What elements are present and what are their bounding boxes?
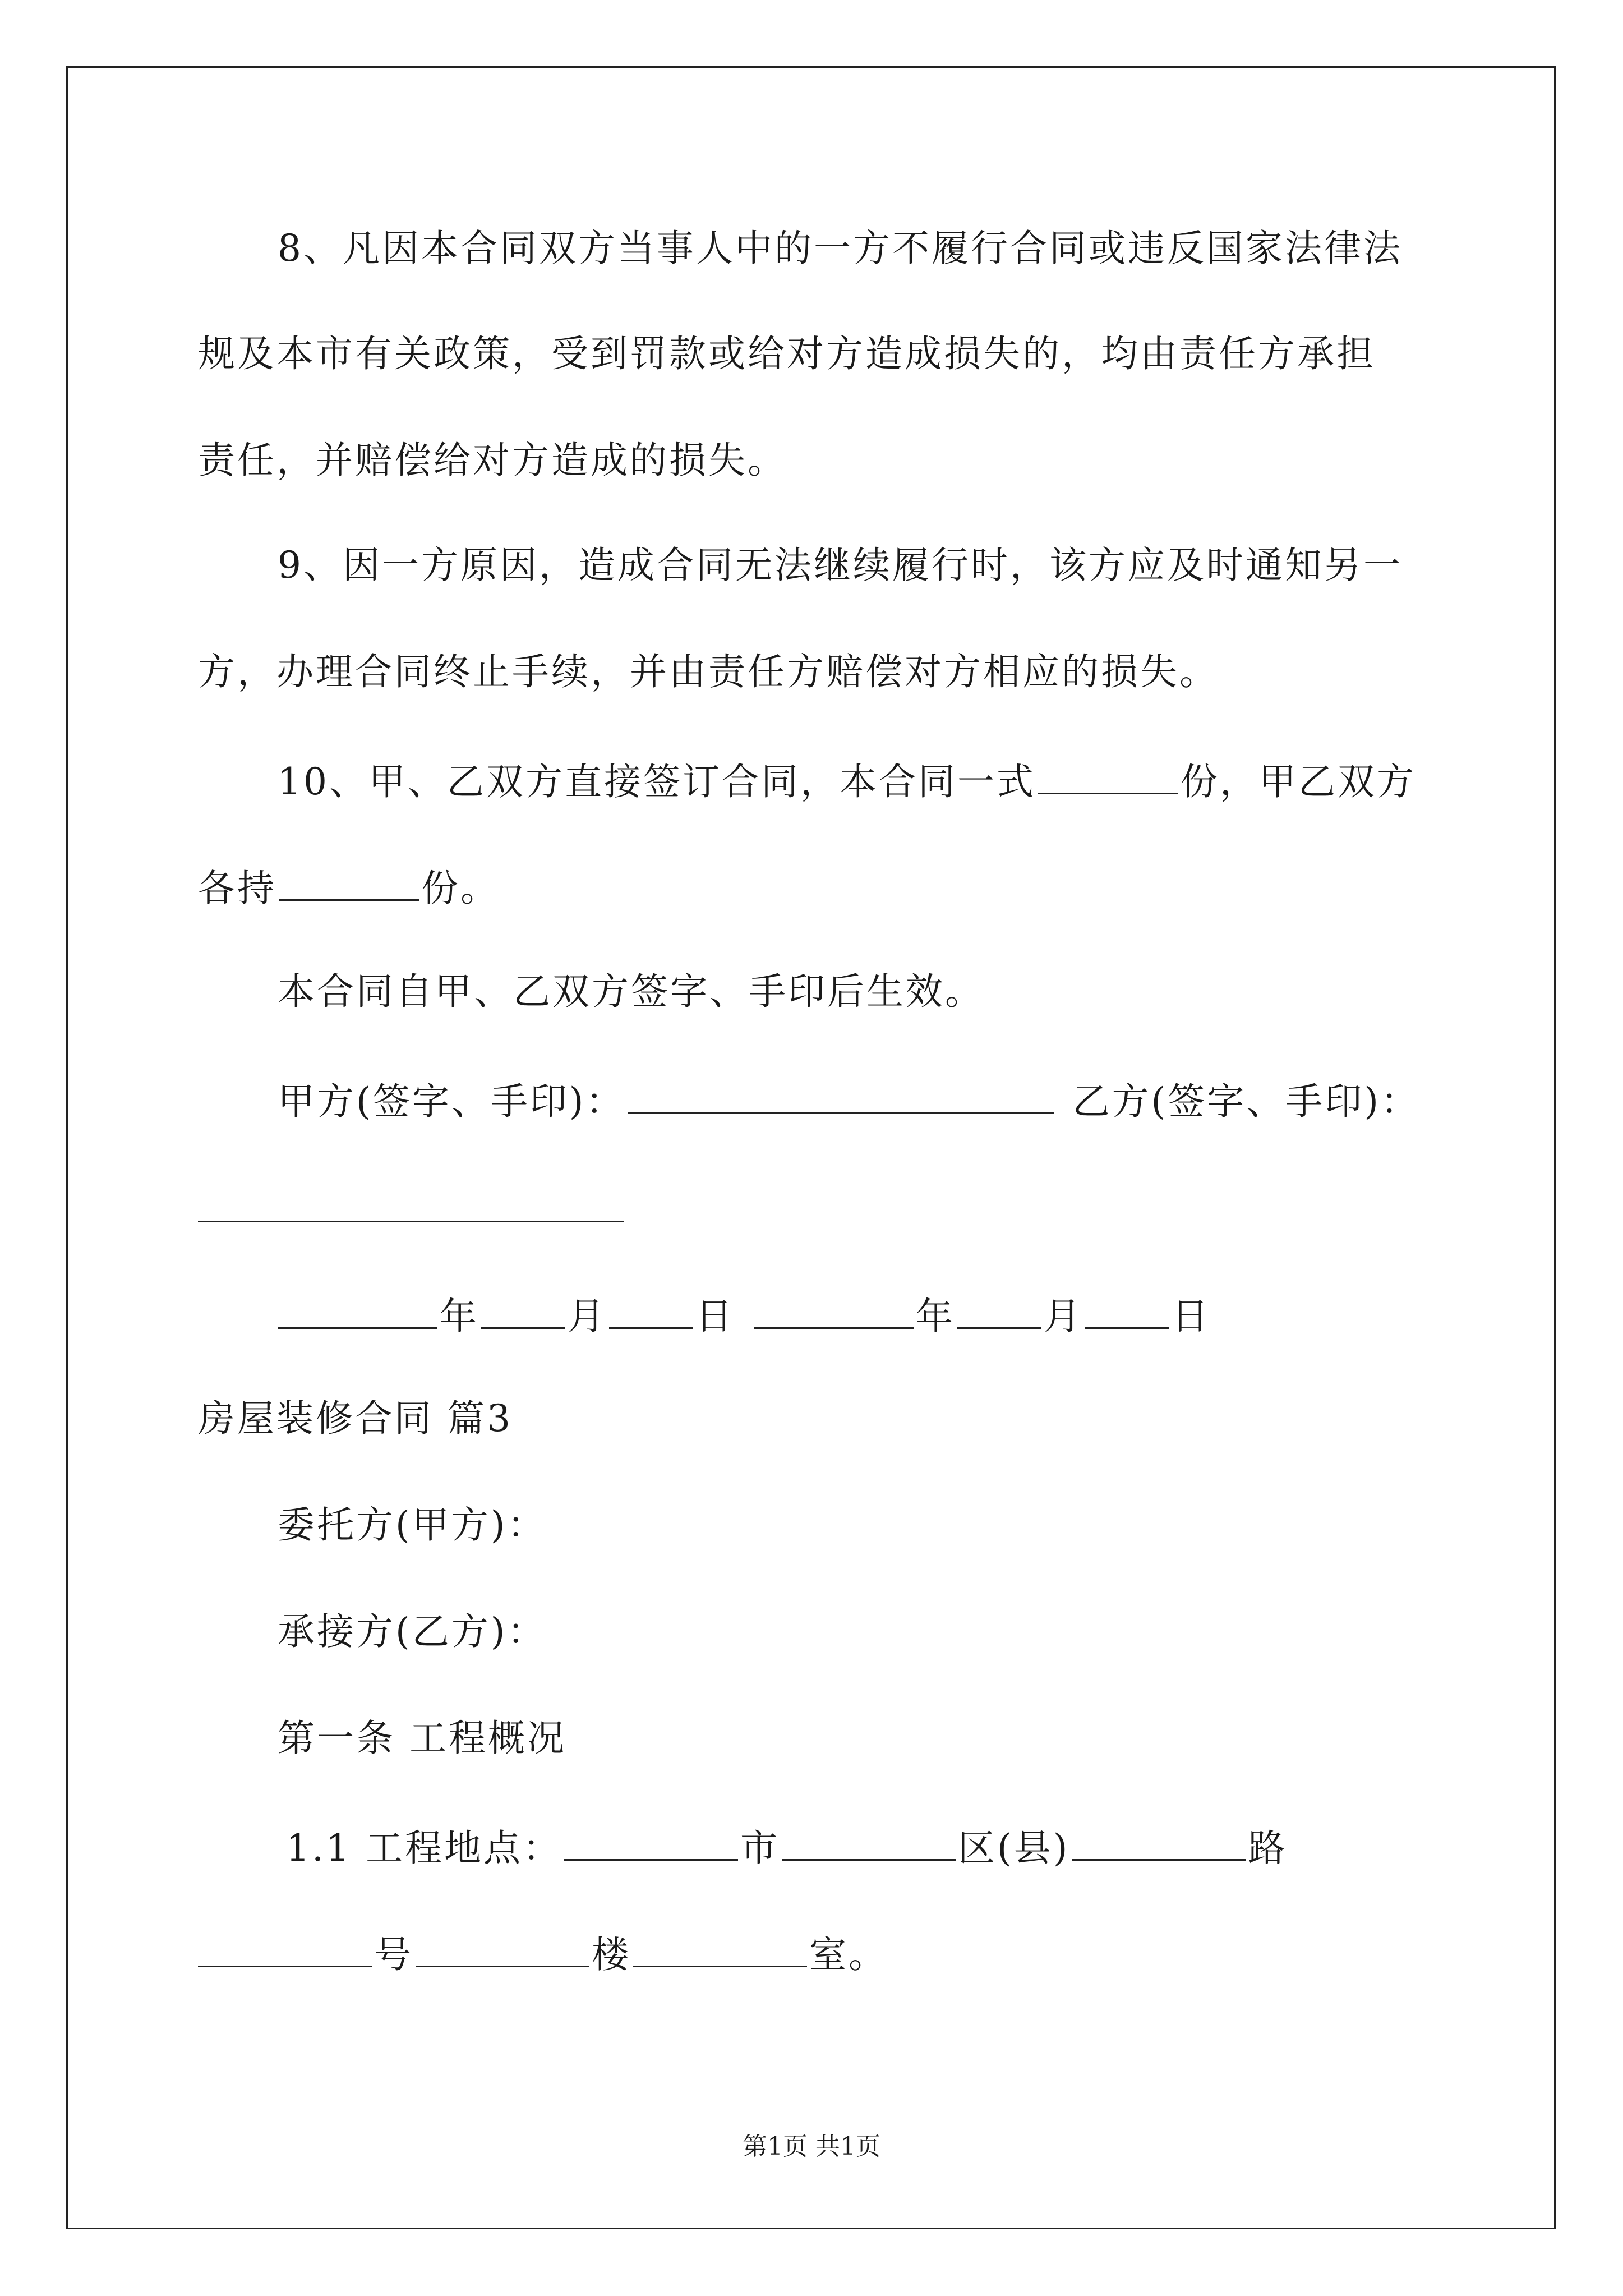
paragraph-10-text-d: 份。: [421, 867, 500, 910]
road-label: 路: [1248, 1826, 1288, 1870]
number-label: 号: [374, 1933, 413, 1976]
party-b-month-label: 月: [1044, 1295, 1083, 1338]
page-footer: 第1页 共1页: [743, 2132, 880, 2161]
district-blank: [782, 1826, 956, 1861]
location-label: 1.1 工程地点：: [286, 1826, 562, 1870]
client-label: 委托方(甲方)：: [278, 1503, 547, 1547]
paragraph-10-text-b: 份，甲乙双方: [1180, 760, 1416, 803]
room-blank: [633, 1933, 807, 1967]
party-b-signature-blank-line: [198, 1188, 626, 1228]
paragraph-8-line-1: 8、凡因本合同双方当事人中的一方不履行合同或违反国家法律法: [278, 227, 1403, 270]
party-a-year-label: 年: [440, 1295, 479, 1338]
building-label: 楼: [592, 1933, 631, 1976]
section-title: 房屋装修合同 篇3: [198, 1397, 513, 1440]
party-a-month-blank: [481, 1295, 565, 1329]
date-line: [278, 1295, 1211, 1338]
party-b-day-blank: [1085, 1295, 1169, 1329]
paragraph-10-text-a: 10、甲、乙双方直接签订合同，本合同一式: [278, 760, 1036, 803]
party-b-month-blank: [957, 1295, 1041, 1329]
party-a-signature-blank: [628, 1080, 1054, 1114]
paragraph-10-line-1: [278, 760, 1416, 803]
paragraph-8-line-3: 责任，并赔偿给对方造成的损失。: [198, 439, 787, 482]
page-border: [66, 66, 1556, 2229]
paragraph-10-line-2: [198, 867, 500, 910]
effective-clause: 本合同自甲、乙双方签字、手印后生效。: [278, 970, 984, 1013]
number-blank: [198, 1933, 372, 1967]
road-blank: [1072, 1826, 1246, 1861]
party-a-day-blank: [609, 1295, 693, 1329]
paragraph-9-line-2: 方，办理合同终止手续，并由责任方赔偿对方相应的损失。: [198, 650, 1219, 693]
paragraph-10-text-c: 各持: [198, 867, 276, 910]
party-a-month-label: 月: [568, 1295, 607, 1338]
party-b-year-label: 年: [916, 1295, 955, 1338]
party-b-day-label: 日: [1172, 1295, 1211, 1338]
copies-total-blank: [1038, 760, 1178, 794]
location-line-1: [286, 1826, 1288, 1870]
city-label: 市: [740, 1826, 780, 1870]
party-a-signature-label: 甲方(签字、手印)：: [278, 1080, 625, 1123]
party-b-signature-label: 乙方(签字、手印)：: [1072, 1080, 1420, 1123]
paragraph-8-line-2: 规及本市有关政策，受到罚款或给对方造成损失的，均由责任方承担: [198, 332, 1376, 375]
contractor-label: 承接方(乙方)：: [278, 1610, 547, 1653]
district-label: 区(县): [957, 1826, 1070, 1870]
location-line-2: [198, 1933, 888, 1976]
article-1-heading: 第一条 工程概况: [278, 1717, 566, 1760]
signature-line: [278, 1080, 1420, 1123]
room-label: 室。: [809, 1933, 888, 1976]
paragraph-9-line-1: 9、因一方原因，造成合同无法继续履行时，该方应及时通知另一: [278, 544, 1403, 587]
building-blank: [416, 1933, 589, 1967]
copies-each-blank: [279, 867, 419, 901]
party-b-signature-blank: [198, 1188, 624, 1222]
city-blank: [564, 1826, 738, 1861]
party-a-day-label: 日: [695, 1295, 735, 1338]
party-a-year-blank: [278, 1295, 437, 1329]
party-b-year-blank: [754, 1295, 914, 1329]
